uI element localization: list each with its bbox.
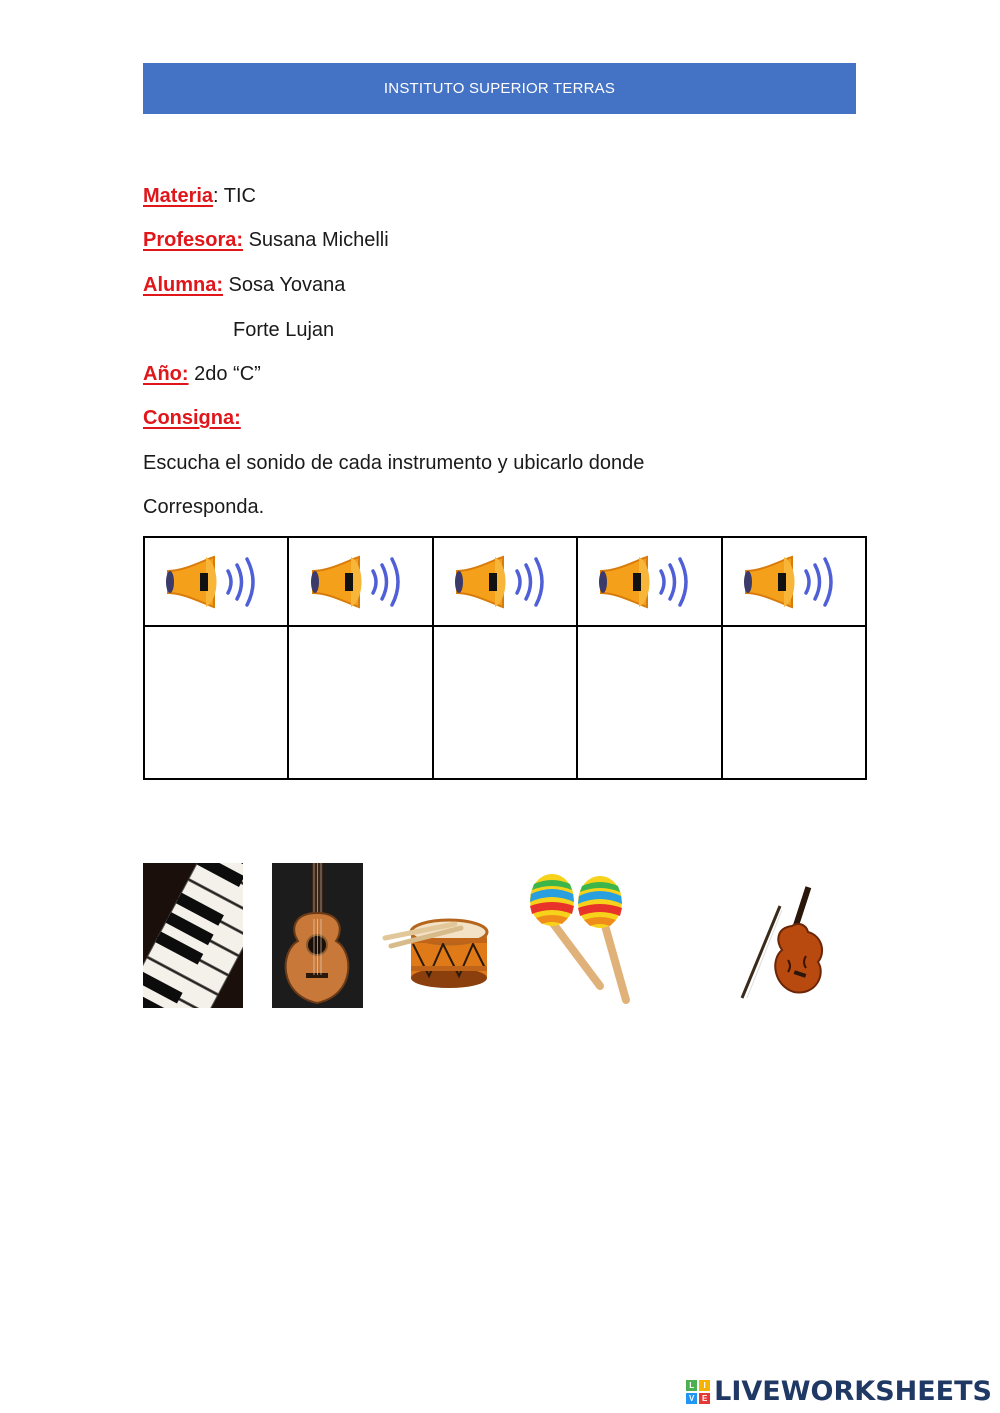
play-sound-button-1[interactable] (145, 538, 287, 625)
speaker-icon (164, 553, 268, 611)
materia-line (143, 184, 256, 208)
brand-letter-i: I (699, 1380, 710, 1391)
institution-banner (143, 63, 856, 114)
drop-zone-1[interactable] (144, 626, 288, 779)
drop-zone-5[interactable] (722, 626, 866, 779)
profesora-label: Profesora: (143, 229, 244, 251)
consigna-line (143, 406, 241, 430)
drop-zone-4[interactable] (577, 626, 721, 779)
brand-name: LIVEWORKSHEETS (714, 1376, 992, 1407)
violin-icon (722, 876, 850, 1006)
profesora-value: Susana Michelli (243, 229, 389, 251)
brand-letter-v: V (686, 1393, 697, 1404)
piano-icon (143, 863, 243, 1008)
anio-value: 2do “C” (188, 363, 261, 385)
drop-zone-3[interactable] (433, 626, 577, 779)
instruction-text-1: Escucha el sonido de cada instrumento y ubicarlo donde (143, 452, 645, 474)
speaker-icon (597, 553, 701, 611)
audio-cell-2 (288, 537, 432, 626)
drop-zone-2[interactable] (288, 626, 432, 779)
anio-label: Año: (143, 363, 189, 385)
audio-cell-4 (577, 537, 721, 626)
play-sound-button-3[interactable] (434, 538, 576, 625)
speaker-icon (453, 553, 557, 611)
alumna-label: Alumna: (143, 274, 223, 296)
alumna-value-2: Forte Lujan (233, 319, 335, 341)
play-sound-button-2[interactable] (289, 538, 431, 625)
speaker-icon (309, 553, 413, 611)
alumna-value-1: Sosa Yovana (223, 274, 346, 296)
answer-grid (143, 536, 867, 780)
profesora-line (143, 228, 389, 252)
brand-letter-l: L (686, 1380, 697, 1391)
drum-image[interactable] (381, 898, 493, 990)
violin-image[interactable] (722, 876, 850, 1006)
instruction-line-1 (143, 451, 644, 475)
audio-cell-3 (433, 537, 577, 626)
materia-value: : TIC (213, 185, 256, 207)
guitar-icon (272, 863, 363, 1008)
materia-label: Materia (143, 185, 214, 207)
alumna-line-2 (233, 318, 334, 342)
maracas-image[interactable] (522, 870, 640, 1010)
instruction-line-2 (143, 495, 264, 519)
audio-cell-1 (144, 537, 288, 626)
drum-icon (381, 898, 493, 990)
alumna-line (143, 273, 345, 297)
play-sound-button-5[interactable] (723, 538, 865, 625)
brand-letter-e: E (699, 1393, 710, 1404)
play-sound-button-4[interactable] (578, 538, 720, 625)
piano-image[interactable] (143, 863, 243, 1008)
audio-cell-5 (722, 537, 866, 626)
maracas-icon (522, 870, 640, 1010)
brand-mark-icon (686, 1380, 710, 1404)
instruction-text-2: Corresponda. (143, 496, 265, 518)
anio-line (143, 362, 261, 386)
liveworksheets-logo (686, 1376, 992, 1407)
speaker-icon (742, 553, 846, 611)
institution-title: INSTITUTO SUPERIOR TERRAS (383, 80, 616, 97)
consigna-label: Consigna: (143, 407, 241, 429)
guitar-image[interactable] (272, 863, 363, 1008)
